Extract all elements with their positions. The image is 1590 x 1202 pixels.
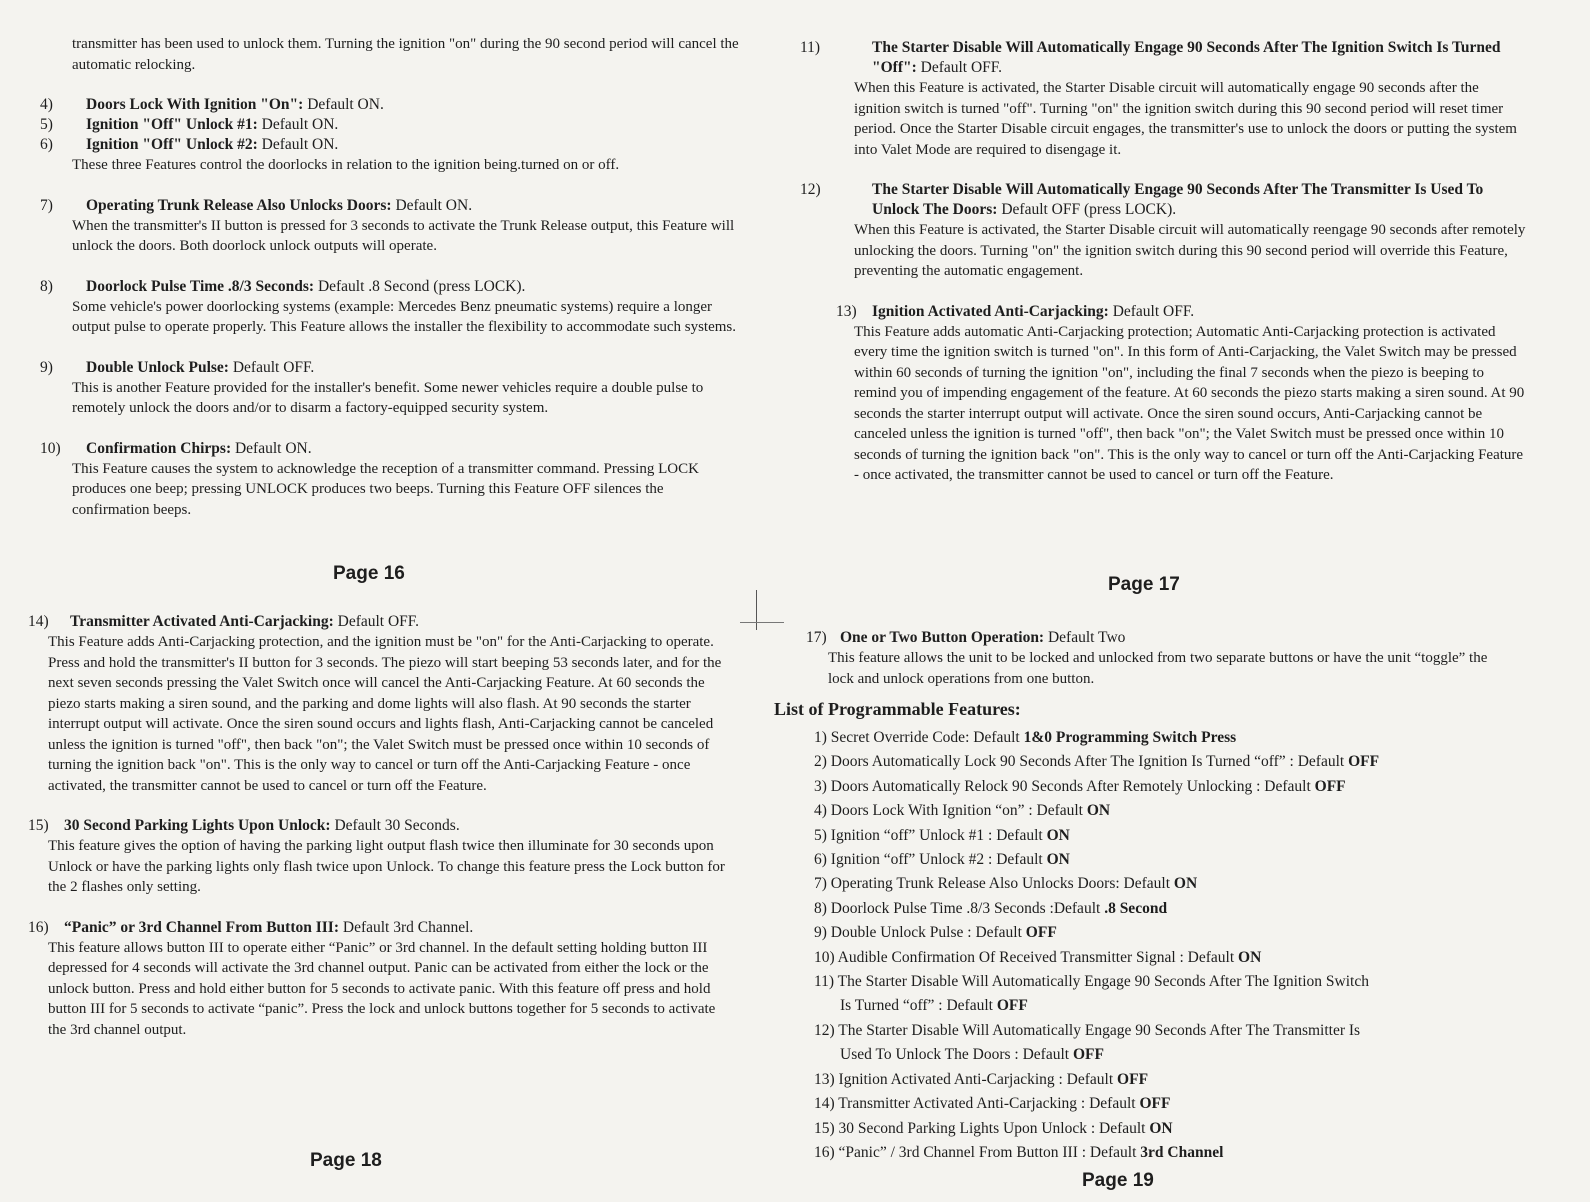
list-item-default-value: ON	[1173, 875, 1198, 893]
page-19	[774, 628, 1504, 1165]
features-list-item	[814, 970, 1504, 1019]
feature-number: 13)	[836, 302, 857, 320]
feature-number: 7)	[40, 196, 53, 214]
feature-15	[28, 816, 728, 898]
feature-heading	[40, 95, 740, 115]
list-item-text: 7) Operating Trunk Release Also Unlocks Doors: Default	[814, 875, 1174, 893]
list-item-default-value: ON	[1046, 851, 1070, 869]
feature-10	[40, 439, 740, 521]
feature-title: Transmitter Activated Anti-Carjacking:	[70, 613, 334, 630]
list-item-default-value: OFF	[1314, 777, 1346, 795]
list-item-default-value: ON	[1046, 826, 1070, 844]
list-item-text: 11) The Starter Disable Will Automatically Engage 90 Seconds After The Ignition Switch	[814, 973, 1369, 991]
feature-number: 5)	[40, 116, 53, 133]
page-number-18: Page 18	[310, 1150, 382, 1171]
feature-9	[40, 358, 740, 419]
features-list-item	[814, 921, 1504, 945]
list-item-default-value: 1&0 Programming Switch Press	[1023, 729, 1237, 746]
feature-title: 30 Second Parking Lights Upon Unlock:	[64, 817, 331, 834]
feature-default: Default Two	[1047, 629, 1126, 646]
feature-description: This Feature adds Anti-Carjacking protection, and the ignition must be "on" for the Anti-Carjacking to operate. Press and hold the transmitter's II button for 3 seconds. The piezo will start beeping 53 seconds later, and for the next seven seconds pressing the Valet Switch once will cancel the Anti-Carjacking Feature. At 60 seconds the piezo starts making a siren sound, and the parking and dome lights will also flash. At 90 seconds the starter interrupt output will activate. Once the siren sound occurs and lights flash, Anti-Carjacking cannot be canceled unless the ignition is turned "off", then back "on"; the Valet Switch must be pressed once within 10 seconds of turning the ignition back "on". This is the only way to cancel or turn off the Anti-Carjacking Feature - once activated, the transmitter cannot be used to cancel or turn off the Feature.	[48, 634, 722, 794]
feature-heading	[28, 612, 728, 632]
features-list-item	[814, 1092, 1504, 1116]
feature-title: “Panic” or 3rd Channel From Button III:	[64, 918, 340, 936]
feature-number: 12)	[800, 181, 821, 198]
list-item-default-value: OFF	[996, 997, 1028, 1015]
feature-number: 14)	[28, 613, 49, 630]
feature-number: 10)	[40, 439, 61, 457]
feature-heading	[40, 135, 740, 155]
feature-heading	[40, 358, 740, 378]
feature-8	[40, 277, 740, 338]
feature-description: Some vehicle's power doorlocking systems (example: Mercedes Benz pneumatic systems) require a longer output pulse to operate properly. This Feature allows the installer the flexibility to accommodate such systems.	[72, 298, 737, 335]
feature-title: Double Unlock Pulse:	[86, 358, 229, 376]
feature-description: These three Features control the doorlocks in relation to the ignition being.turned on or off.	[72, 157, 620, 173]
feature-12	[800, 180, 1526, 282]
feature-number: 9)	[40, 358, 53, 376]
page-number-17: Page 17	[1108, 574, 1180, 595]
feature-heading	[40, 196, 740, 216]
feature-default: Default OFF (press LOCK).	[1001, 201, 1177, 218]
list-item-default-value: OFF	[1117, 1070, 1149, 1088]
features-list-item	[814, 872, 1504, 896]
feature-title: Ignition "Off" Unlock #1:	[86, 116, 258, 133]
feature-heading	[800, 38, 1526, 78]
list-item-text: Is Turned “off” : Default	[840, 997, 997, 1015]
features-list	[774, 726, 1504, 1165]
list-item-default-value: ON	[1086, 802, 1111, 820]
feature-heading	[800, 180, 1526, 220]
fold-line	[756, 590, 757, 630]
feature-title: The Starter Disable Will Automatically Engage 90 Seconds After The Transmitter Is Used To Unlock The Doors:	[872, 181, 1484, 218]
list-item-text: 13) Ignition Activated Anti-Carjacking : Default	[814, 1070, 1118, 1088]
feature-default: Default OFF.	[232, 358, 315, 376]
list-item-default-value: OFF	[1348, 753, 1380, 771]
features-list-title: List of Programmable Features:	[774, 699, 1021, 719]
feature-default: Default 3rd Channel.	[342, 918, 474, 936]
feature-description: This feature allows button III to operate either “Panic” or 3rd channel. In the default setting holding button III depressed for 4 seconds will activate the 3rd channel output. Panic can be activated from either the lock or the unlock button. Press and hold either button for 5 seconds to activate panic. With this feature off press and hold button III for 5 seconds to activate “panic”. Press the lock and unlock buttons together for 5 seconds to activate the 3rd channel output.	[48, 939, 716, 1038]
intro-text: transmitter has been used to unlock them. Turning the ignition "on" during the 90 second period will cancel the automatic relocking.	[72, 36, 739, 73]
page-18	[28, 612, 728, 1060]
features-list-item	[814, 1019, 1504, 1068]
feature-title: One or Two Button Operation:	[840, 629, 1045, 646]
feature-heading	[28, 918, 728, 938]
features-list-item	[814, 1068, 1504, 1092]
list-item-default-value: 3rd Channel	[1140, 1143, 1224, 1161]
features-list-item	[814, 946, 1504, 970]
feature-number: 4)	[40, 96, 53, 113]
feature-title: Doors Lock With Ignition "On":	[86, 96, 304, 113]
list-item-text: 6) Ignition “off” Unlock #2 : Default	[814, 851, 1047, 869]
feature-number: 6)	[40, 136, 53, 153]
list-item-default-value: ON	[1149, 1119, 1173, 1137]
feature-title: Confirmation Chirps:	[86, 439, 232, 457]
feature-title: Ignition Activated Anti-Carjacking:	[872, 302, 1109, 320]
features-list-item	[814, 775, 1504, 799]
feature-17	[784, 628, 1504, 689]
list-item-text: 1) Secret Override Code: Default	[814, 729, 1024, 746]
feature-description: When the transmitter's II button is pressed for 3 seconds to activate the Trunk Release output, this Feature will unlock the doors. Both doorlock unlock outputs will operate.	[72, 217, 735, 254]
page-16	[40, 34, 740, 540]
feature-description: This Feature adds automatic Anti-Carjacking protection; Automatic Anti-Carjacking protection is activated every time the ignition switch is turned "on". In this form of Anti-Carjacking, the Valet Switch may be pressed within 60 seconds of turning the ignition "on", including the final 7 seconds when the piezo is beeping to remind you of impending engagement of the feature. At 60 seconds the piezo starts making a siren sound. At 90 seconds the starter interrupt output will activate. Once the siren sound occurs, Anti-Carjacking cannot be canceled unless the ignition is turned "off", then back "on"; the Valet Switch must be pressed once within 10 seconds of turning the ignition back "on". This is the only way to cancel or turn off the Anti-Carjacking Feature - once activated, the transmitter cannot be used to cancel or turn off the Feature.	[854, 323, 1525, 483]
feature-description: This feature gives the option of having the parking light output flash twice then illuminate for 30 seconds upon Unlock or have the parking lights only flash twice upon Unlock. To change this feature press the Lock button for the 2 flashes only setting.	[48, 838, 725, 895]
list-item-text: 9) Double Unlock Pulse : Default	[814, 924, 1026, 942]
list-item-default-value: ON	[1238, 948, 1262, 966]
features-list-item	[814, 726, 1504, 750]
features-list-item	[814, 1141, 1504, 1165]
feature-title: Ignition "Off" Unlock #2:	[86, 136, 258, 153]
list-item-text: 4) Doors Lock With Ignition “on” : Default	[814, 802, 1087, 820]
feature-16	[28, 918, 728, 1041]
feature-title: Operating Trunk Release Also Unlocks Doors:	[86, 196, 392, 214]
features-list-item	[814, 750, 1504, 774]
feature-description: When this Feature is activated, the Starter Disable circuit will automatically engage 90 seconds after the ignition switch is turned "off". Turning "on" the ignition switch during this 90 second period will reset timer period. Once the Starter Disable circuit engages, the transmitter's use to unlock the doors or putting the system into Valet Mode are required to disengage it.	[854, 80, 1517, 158]
feature-13	[836, 302, 1526, 486]
feature-default: Default ON.	[261, 116, 339, 133]
list-item-default-value: OFF	[1072, 1046, 1104, 1064]
ignition-group	[40, 95, 740, 176]
feature-description: This Feature causes the system to acknowledge the reception of a transmitter command. Pressing LOCK produces one beep; pressing UNLOCK produces two beeps. Turning this Feature OFF silences the confirmation beeps.	[72, 460, 699, 518]
list-item-text: 10) Audible Confirmation Of Received Transmitter Signal : Default	[814, 948, 1239, 966]
features-list-item	[814, 1117, 1504, 1141]
feature-heading	[28, 816, 728, 836]
feature-heading	[40, 439, 740, 459]
feature-number: 17)	[806, 629, 827, 646]
list-item-default-value: OFF	[1139, 1095, 1171, 1113]
feature-title: The Starter Disable Will Automatically Engage 90 Seconds After The Ignition Switch Is Turned "Off":	[872, 39, 1501, 76]
feature-default: Default ON.	[395, 196, 473, 214]
list-item-default-value: .8 Second	[1104, 899, 1168, 917]
feature-description: When this Feature is activated, the Starter Disable circuit will automatically reengage 90 seconds after remotely unlocking the doors. Turning "on" the ignition switch during this 90 second period will override this Feature, preventing the automatic engagement.	[854, 222, 1526, 279]
list-item-default-value: OFF	[1025, 924, 1057, 942]
page-number-19: Page 19	[1082, 1170, 1154, 1191]
feature-heading	[40, 277, 740, 297]
feature-7	[40, 196, 740, 257]
feature-default: Default 30 Seconds.	[334, 817, 460, 834]
feature-description: This is another Feature provided for the installer's benefit. Some newer vehicles require a double pulse to remotely unlock the doors and/or to disarm a factory-equipped security system.	[72, 379, 704, 416]
feature-default: Default OFF.	[920, 59, 1003, 76]
page-17	[800, 38, 1526, 506]
features-list-item	[814, 824, 1504, 848]
list-item-text: 3) Doors Automatically Relock 90 Seconds After Remotely Unlocking : Default	[814, 777, 1315, 795]
feature-default: Default .8 Second (press LOCK).	[317, 277, 526, 295]
page-number-16: Page 16	[333, 563, 405, 584]
feature-number: 8)	[40, 277, 53, 295]
list-item-text: 2) Doors Automatically Lock 90 Seconds After The Ignition Is Turned “off” : Default	[814, 753, 1349, 771]
fold-line	[740, 622, 784, 623]
feature-default: Default OFF.	[337, 613, 420, 630]
feature-heading	[836, 302, 1526, 322]
feature-11	[800, 38, 1526, 160]
list-item-text: 5) Ignition “off” Unlock #1 : Default	[814, 826, 1047, 844]
feature-14	[28, 612, 728, 796]
features-list-item	[814, 897, 1504, 921]
list-item-continuation	[814, 994, 1504, 1018]
feature-heading	[784, 628, 1504, 648]
feature-title: Doorlock Pulse Time .8/3 Seconds:	[86, 277, 315, 295]
feature-default: Default OFF.	[1112, 302, 1195, 320]
list-item-text: 12) The Starter Disable Will Automatically Engage 90 Seconds After The Transmitter Is	[814, 1021, 1361, 1039]
list-item-text: 16) “Panic” / 3rd Channel From Button III : Default	[814, 1143, 1141, 1161]
list-item-text: 15) 30 Second Parking Lights Upon Unlock : Default	[814, 1119, 1150, 1137]
feature-default: Default ON.	[261, 136, 339, 153]
feature-description: This feature allows the unit to be locked and unlocked from two separate buttons or have the unit “toggle” the lock and unlock operations from one button.	[828, 650, 1488, 687]
feature-number: 15)	[28, 817, 49, 834]
list-item-text: 8) Doorlock Pulse Time .8/3 Seconds :Default	[814, 899, 1105, 917]
list-item-text: Used To Unlock The Doors : Default	[840, 1046, 1073, 1064]
list-item-continuation	[814, 1043, 1504, 1067]
feature-default: Default ON.	[307, 96, 384, 113]
features-list-item	[814, 799, 1504, 823]
feature-number: 11)	[800, 39, 821, 56]
features-list-item	[814, 848, 1504, 872]
feature-heading	[40, 115, 740, 135]
feature-number: 16)	[28, 918, 49, 936]
feature-default: Default ON.	[234, 439, 312, 457]
list-item-text: 14) Transmitter Activated Anti-Carjacking : Default	[814, 1095, 1140, 1113]
